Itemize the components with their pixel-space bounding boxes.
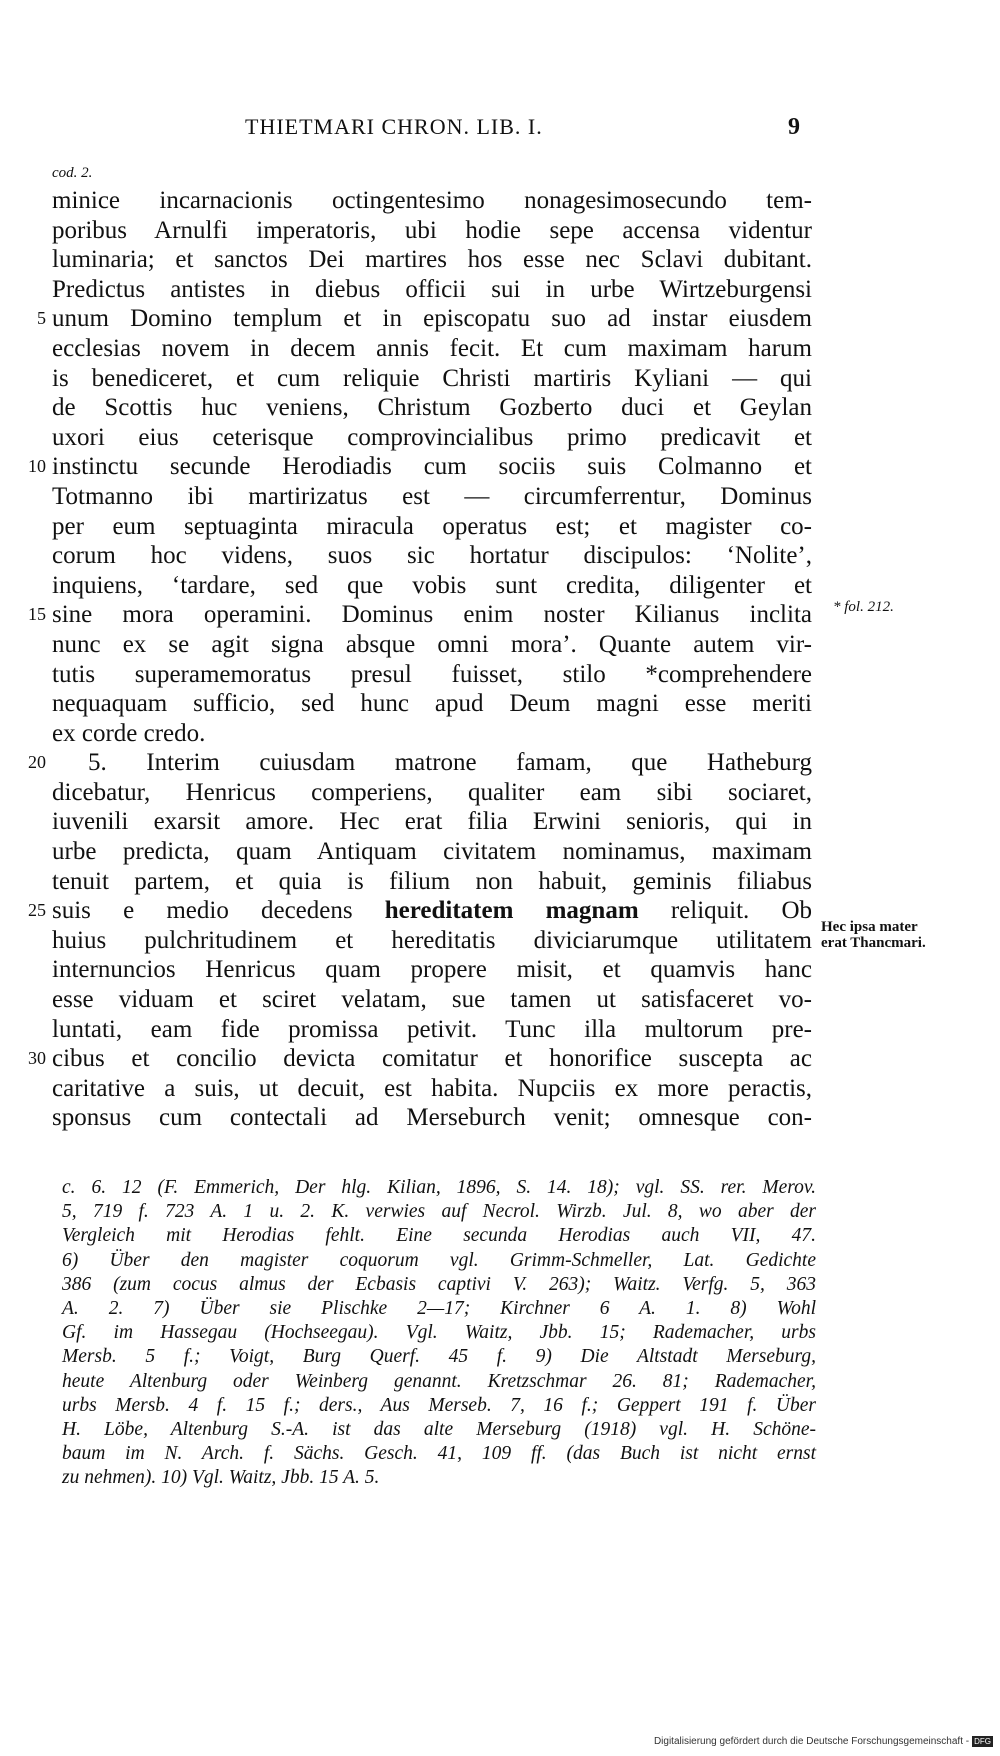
footnote-line — [62, 1321, 816, 1345]
line-text: nequaquam sufficio, sed hunc apud Deum magni esse meriti — [52, 690, 812, 718]
line-text: poribus Arnulfi imperatoris, ubi hodie sepe accensa videntur — [52, 216, 812, 244]
footnote-text: baum im N. Arch. f. Sächs. Gesch. 41, 109 ff. (das Buch ist nicht ernst — [62, 1443, 816, 1465]
text-line — [52, 807, 812, 837]
text-line — [52, 423, 812, 453]
text-line — [52, 364, 812, 394]
line-text: nunc ex se agit signa absque omni mora’. Quante autem vir- — [52, 630, 812, 658]
line-number: 10 — [28, 456, 46, 477]
line-text: caritative a suis, ut decuit, est habita. Nupciis ex more peractis, — [52, 1074, 812, 1102]
line-text: uxori eius ceterisque comprovincialibus primo predicavit et — [52, 423, 812, 451]
text-line — [52, 778, 812, 808]
footnote-line — [62, 1418, 816, 1442]
text-line — [28, 748, 812, 778]
text-line — [52, 1103, 812, 1133]
text-line — [52, 660, 812, 690]
line-number: 25 — [28, 900, 46, 921]
side-note-hec — [821, 919, 926, 951]
line-text: minice incarnacionis octingentesimo nonagesimosecundo tem- — [52, 187, 812, 214]
text-line — [28, 452, 812, 482]
line-text: is benediceret, et cum reliquie Christi martiris Kyliani — qui — [52, 364, 812, 392]
line-text: internuncios Henricus quam propere misit, et quamvis hanc — [52, 956, 812, 984]
line-text: tenuit partem, et quia is filium non habuit, geminis filiabus — [52, 867, 812, 895]
line-text: ecclesias novem in decem annis fecit. Et cum maximam harum — [52, 334, 812, 362]
footer-text: Digitalisierung gefördert durch die Deutsche Forschungsgemeinschaft - — [653, 1736, 970, 1748]
running-title: THIETMARI CHRON. LIB. I. — [245, 114, 543, 139]
footnote-line — [62, 1345, 816, 1369]
line-text: suis e medio decedens hereditatem magnam reliquit. Ob — [52, 897, 812, 925]
footnote-text: 386 (zum cocus almus der Ecbasis captivi V. 263); Waitz. Verfg. 5, 363 — [62, 1273, 816, 1295]
line-text: cibus et concilio devicta comitatur et honorifice suscepta ac — [52, 1045, 812, 1073]
footnotes — [62, 1176, 816, 1490]
line-text: de Scottis huc veniens, Christum Gozberto duci et Geylan — [52, 394, 812, 422]
line-text: corum hoc videns, suos sic hortatur discipulos: ‘Nolite’, — [52, 542, 812, 570]
line-text: ex corde credo. — [52, 719, 206, 747]
text-line — [52, 1074, 812, 1104]
line-text: luminaria; et sanctos Dei martires hos esse nec Sclavi dubitant. — [52, 246, 812, 274]
line-number: 15 — [28, 604, 46, 625]
line-number: 30 — [28, 1048, 46, 1069]
text-line — [52, 1015, 812, 1045]
footnote-line — [62, 1176, 816, 1200]
line-text: luntati, eam fide promissa petivit. Tunc illa multorum pre- — [52, 1015, 812, 1043]
footnote-line — [62, 1442, 816, 1466]
footnote-text: 6) Über den magister coquorum vgl. Grimm-Schmeller, Lat. Gedichte — [62, 1249, 816, 1271]
dfg-logo: DFG — [974, 1737, 991, 1746]
footnote-text: heute Altenburg oder Weinberg genannt. Kretzschmar 26. 81; Rademacher, — [62, 1370, 816, 1392]
emphasis: hereditatem magnam — [384, 897, 639, 925]
line-text: huius pulchritudinem et hereditatis diviciarumque utilitatem — [52, 926, 812, 954]
text-line — [52, 245, 812, 275]
footnote-text: c. 6. 12 (F. Emmerich, Der hlg. Kilian, 1896, S. 14. 18); vgl. SS. rer. Merov. — [62, 1177, 816, 1198]
line-text: per eum septuaginta miracula operatus est; et magister co- — [52, 512, 812, 540]
side-note-hec-line1: Hec ipsa mater — [821, 919, 918, 935]
line-text: iuvenili exarsit amore. Hec erat filia Erwini senioris, qui in — [52, 808, 812, 836]
text-line — [28, 896, 812, 926]
line-number: 20 — [28, 752, 46, 773]
footnote-text: A. 2. 7) Über sie Plischke 2—17; Kirchner 6 A. 1. 8) Wohl — [62, 1297, 816, 1319]
footnote-line — [62, 1370, 816, 1394]
line-text: Predictus antistes in diebus officii sui in urbe Wirtzeburgensi — [52, 275, 812, 303]
footnote-text: Vergleich mit Herodias fehlt. Eine secunda Herodias auch VII, 47. — [62, 1225, 816, 1247]
text-line — [52, 216, 812, 246]
line-text: urbe predicta, quam Antiquam civitatem nominamus, maximam — [52, 838, 812, 866]
footnote-line — [62, 1273, 816, 1297]
text-line — [52, 334, 812, 364]
line-text: sponsus cum contectali ad Merseburch venit; omnesque con- — [52, 1104, 812, 1132]
line-text: sine mora operamini. Dominus enim noster Kilianus inclita — [52, 601, 812, 629]
text-line — [52, 867, 812, 897]
text-line — [52, 512, 812, 542]
side-note-hec-line2: erat Thancmari. — [821, 935, 926, 951]
text-line — [52, 275, 812, 305]
line-text: 5. Interim cuiusdam matrone famam, que Hatheburg — [88, 749, 812, 777]
line-text: inquiens, ‘tardare, sed que vobis sunt credita, diligenter et — [52, 571, 812, 599]
text-line — [52, 393, 812, 423]
footnote-text: Gf. im Hassegau (Hochseegau). Vgl. Waitz, Jbb. 15; Rademacher, urbs — [62, 1322, 816, 1344]
footnote-line — [62, 1224, 816, 1248]
text-line — [52, 926, 812, 956]
text-line — [52, 985, 812, 1015]
footnote-line — [62, 1297, 816, 1321]
line-text: tutis superamemoratus presul fuisset, stilo *comprehendere — [52, 660, 812, 688]
line-text: Totmanno ibi martirizatus est — circumferrentur, Dominus — [52, 482, 812, 510]
text-line — [52, 689, 812, 719]
footnote-line — [62, 1200, 816, 1224]
footnote-text: zu nehmen). 10) Vgl. Waitz, Jbb. 15 A. 5. — [62, 1467, 380, 1489]
text-line — [52, 482, 812, 512]
line-text: unum Domino templum et in episcopatu suo ad instar eiusdem — [52, 305, 812, 333]
text-line — [37, 304, 812, 334]
text-line — [28, 1044, 812, 1074]
footnote-text: 5, 719 f. 723 A. 1 u. 2. K. verwies auf Necrol. Wirzb. Jul. 8, wo aber der — [62, 1201, 816, 1223]
main-text — [28, 186, 812, 1133]
footnote-text: Mersb. 5 f.; Voigt, Burg Querf. 45 f. 9) Die Altstadt Merseburg, — [62, 1346, 816, 1368]
footnote-line — [62, 1394, 816, 1418]
line-text: dicebatur, Henricus comperiens, qualiter eam sibi sociaret, — [52, 778, 812, 806]
line-text: instinctu secunde Herodiadis cum sociis suis Colmanno et — [52, 453, 812, 481]
text-line — [52, 837, 812, 867]
text-line — [52, 719, 812, 749]
side-note-folio: * fol. 212. — [833, 599, 894, 615]
running-header — [0, 114, 1000, 144]
footnote-text: urbs Mersb. 4 f. 15 f.; ders., Aus Merseb. 7, 16 f.; Geppert 191 f. Über — [62, 1394, 816, 1416]
text-line — [52, 541, 812, 571]
text-line — [28, 600, 812, 630]
line-number: 5 — [37, 308, 46, 329]
text-line — [52, 571, 812, 601]
digitization-footer — [0, 1736, 993, 1747]
footnote-text: H. Löbe, Altenburg S.-A. ist das alte Merseburg (1918) vgl. H. Schöne- — [62, 1418, 816, 1440]
page-number: 9 — [788, 114, 800, 140]
footnote-line — [62, 1466, 816, 1490]
text-line — [52, 630, 812, 660]
footnote-line — [62, 1249, 816, 1273]
text-line — [52, 186, 812, 216]
line-text: esse viduam et sciret velatam, sue tamen ut satisfaceret vo- — [52, 986, 812, 1014]
codex-note: cod. 2. — [52, 165, 93, 181]
text-line — [52, 955, 812, 985]
